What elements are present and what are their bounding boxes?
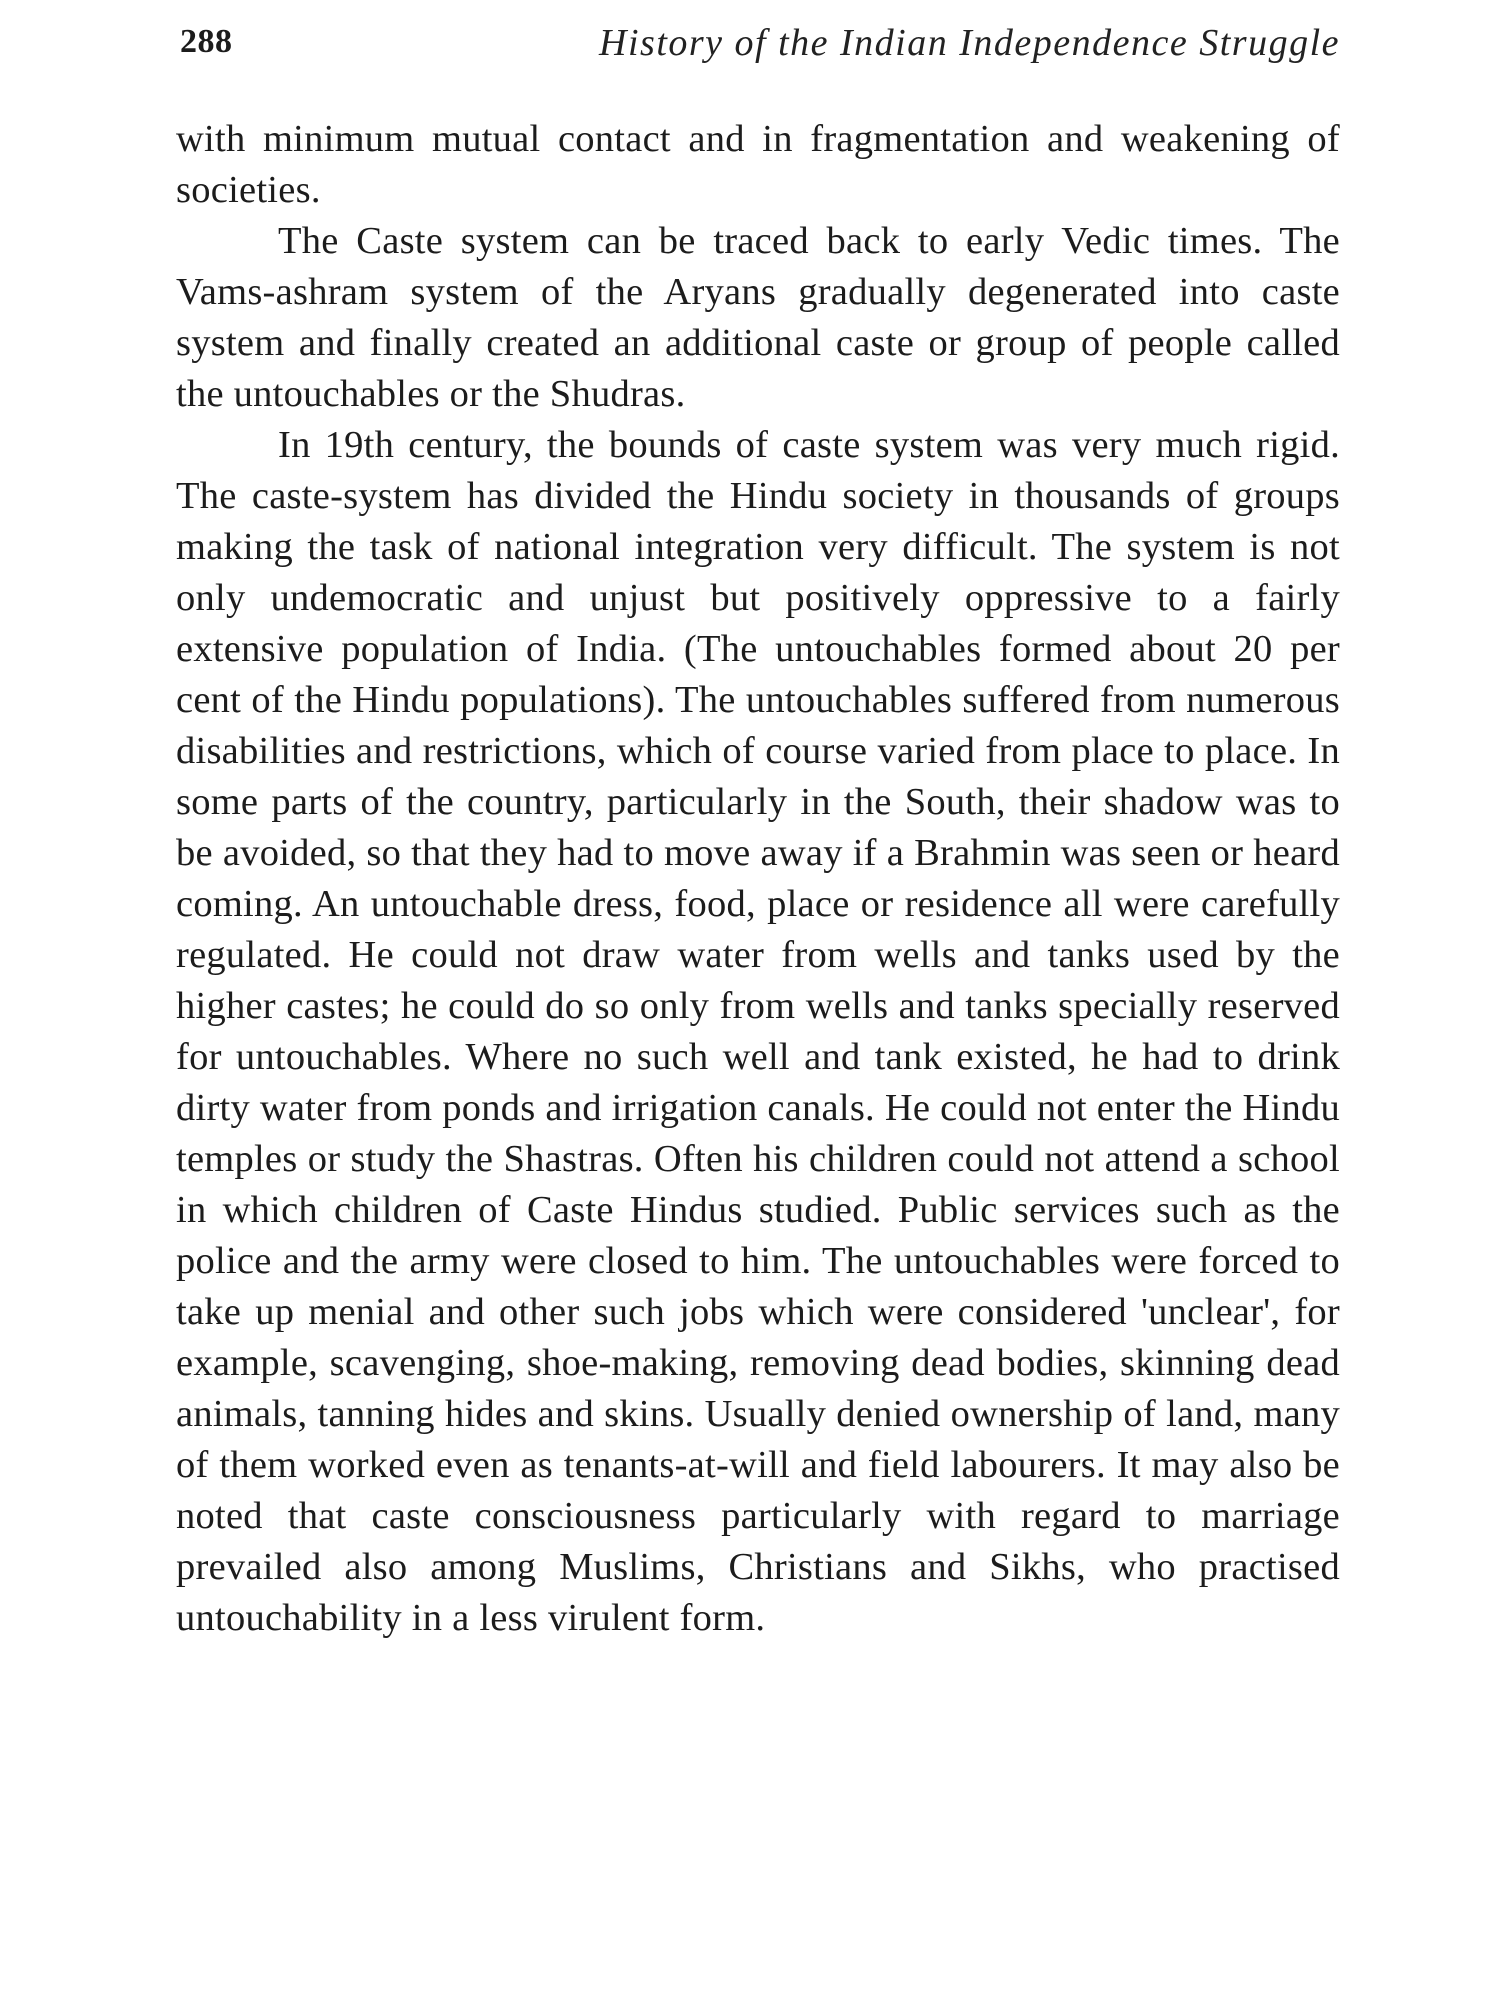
- page-header: [180, 18, 1340, 78]
- running-title: History of the Indian Independence Struggle: [599, 22, 1340, 64]
- page-number: 288: [180, 23, 233, 60]
- paragraph-caste-origins: The Caste system can be traced back to early Vedic times. The Vams-ashram system of the Aryans gradually degenerated into caste system and finally created an additional caste or group of people called the untouchables or the Shudras.: [176, 220, 1340, 415]
- paragraph-19th-century-caste: In 19th century, the bounds of caste system was very much rigid. The caste-system has divided the Hindu society in thousands of groups making the task of national integration very difficult. The system is not only undemocratic and unjust but positively oppressive to a fairly extensive population of India. (The untouchables formed about 20 per cent of the Hindu populations). The untouchables suffered from numerous disabilities and restrictions, which of course varied from place to place. In some parts of the country, particularly in the South, their shadow was to be avoided, so that they had to move away if a Brahmin was seen or heard coming. An untouchable dress, food, place or residence all were carefully regulated. He could not draw water from wells and tanks used by the higher castes; he could do so only from wells and tanks specially reserved for untouchables. Where no such well and tank existed, he had to drink dirty water from ponds and irrigation canals. He could not enter the Hindu temples or study the Shastras. Often his children could not attend a school in which children of Caste Hindus studied. Public services such as the police and the army were closed to him. The untouchables were forced to take up menial and other such jobs which were considered 'unclear', for example, scavenging, shoe-making, removing dead bodies, skinning dead animals, tanning hides and skins. Usually denied ownership of land, many of them worked even as tenants-at-will and field labourers. It may also be noted that caste consciousness particularly with regard to marriage prevailed also among Muslims, Christians and Sikhs, who practised untouchability in a less virulent form.: [176, 424, 1340, 1639]
- paragraph-continuation: with minimum mutual contact and in fragmentation and weakening of societies.: [176, 118, 1340, 211]
- body-text: [176, 114, 1340, 1644]
